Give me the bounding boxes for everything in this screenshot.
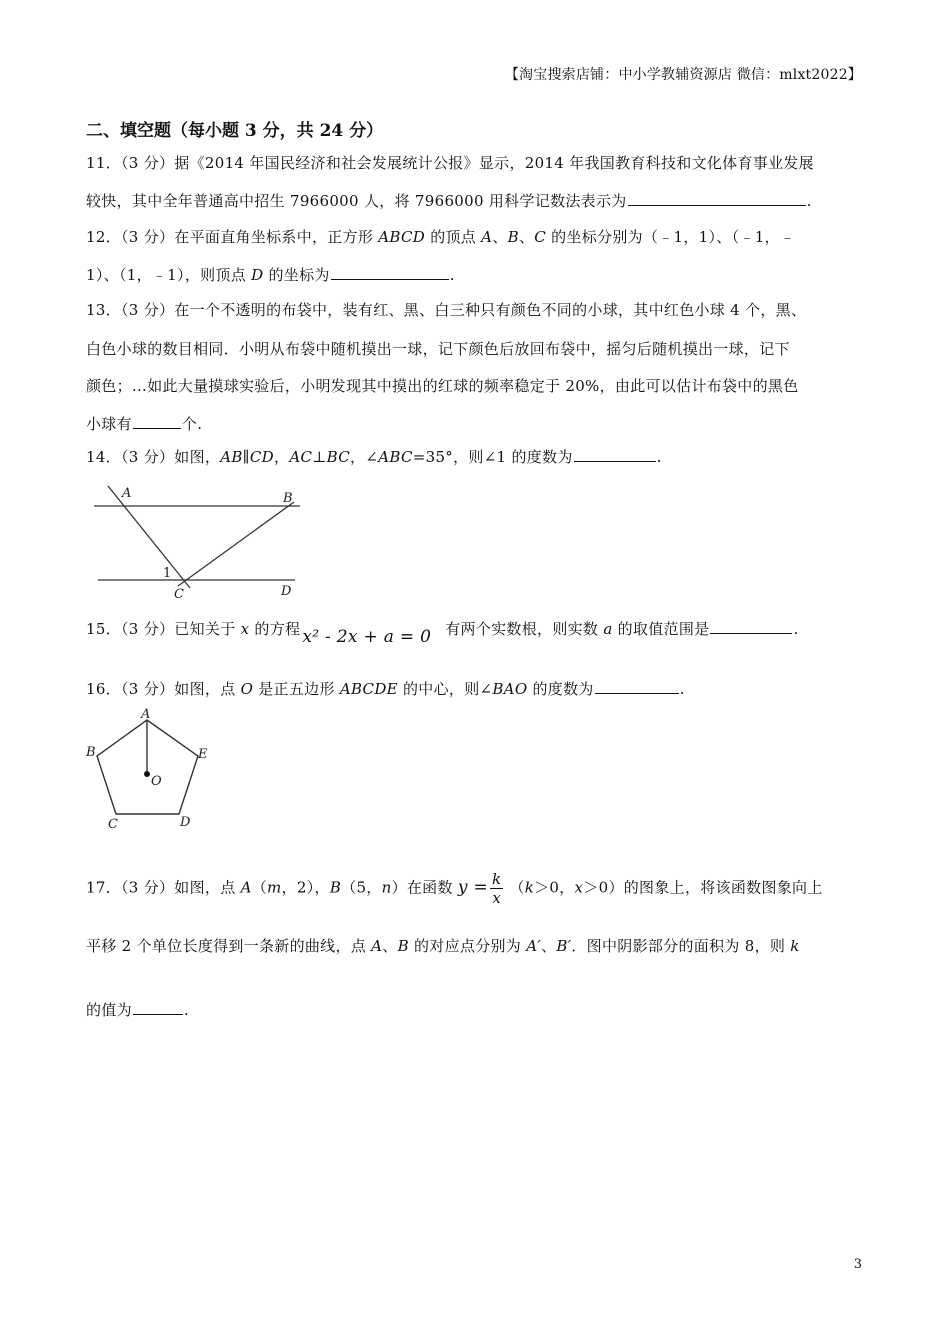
label-c: C: [174, 587, 184, 600]
q17-fraction: $\frac{k}{x}$: [492, 870, 502, 907]
section-title: 二、填空题（每小题 3 分，共 24 分）: [86, 121, 384, 141]
label-d: D: [180, 815, 191, 830]
label-e: E: [198, 747, 208, 762]
label-b: B: [86, 745, 96, 760]
q11-line-2: 较快，其中全年普通高中招生 7966000 人，将 7966000 用科学记数法表示为 .: [86, 192, 812, 210]
q13-line-1: 13．（3 分）在一个不透明的布袋中，装有红、黑、白三种只有颜色不同的小球，其中红色小球 4 个，黑、: [86, 301, 807, 319]
q17-answer-blank[interactable]: [133, 999, 183, 1015]
q17-line-3: 的值为 .: [86, 1001, 189, 1019]
label-a: A: [141, 707, 151, 722]
q15-answer-blank[interactable]: [710, 618, 792, 634]
q13-answer-blank[interactable]: [133, 413, 181, 429]
q17-line-2: 平移 2 个单位长度得到一条新的曲线，点 A、B 的对应点分别为 A′、B′．图中阴影部分的面积为 8，则 k: [86, 937, 800, 955]
q13-line-3: 颜色；…如此大量摸球实验后，小明发现其中摸出的红球的频率稳定于 20%，由此可以估计布袋中的黑色: [86, 377, 799, 395]
q12-line-1: 12．（3 分）在平面直角坐标系中，正方形 ABCD 的顶点 A、B、C 的坐标分别为（﹣1，1）、（﹣1，﹣: [86, 228, 796, 246]
q16-line: 16．（3 分）如图，点 O 是正五边形 ABCDE 的中心，则∠BAO 的度数为 .: [86, 680, 685, 698]
label-angle-1: 1: [163, 566, 172, 581]
page-number: 3: [853, 1257, 862, 1272]
segment-bc: [178, 502, 294, 586]
q12-line-2: 1）、（1，﹣1），则顶点 D 的坐标为 .: [86, 266, 455, 284]
center-point-o: [144, 771, 150, 777]
q11-answer-blank[interactable]: [628, 190, 806, 206]
q15-line: 15．（3 分）已知关于 x 的方程 x² - 2x + a = 0 有两个实数根，则实数 a 的取值范围是 .: [86, 620, 799, 647]
q14-figure: [90, 482, 305, 600]
q15-equation: x² - 2x + a = 0: [302, 627, 432, 647]
q17-line-1: 17．（3 分）如图，点 A（m，2），B（5，n）在函数 y = $\frac{k}{x}$ （k＞0，x＞0）的图象上，将该函数图象向上: [86, 870, 823, 907]
q11-line-1: 11．（3 分）据《2014 年国民经济和社会发展统计公报》显示，2014 年我国教育科技和文化体育事业发展: [86, 154, 814, 172]
q13-line-2: 白色小球的数目相同．小明从布袋中随机摸出一球，记下颜色后放回布袋中，摇匀后随机摸出一球，记下: [86, 340, 790, 358]
label-c: C: [108, 817, 118, 832]
q12-answer-blank[interactable]: [331, 264, 449, 280]
label-d: D: [281, 584, 292, 599]
q11-text: 较快，其中全年普通高中招生 7966000 人，将 7966000 用科学记数法表示为: [86, 192, 627, 210]
q14-line: 14．（3 分）如图，AB∥CD，AC⊥BC，∠ABC=35°，则∠1 的度数为 .: [86, 448, 662, 466]
page-header: 【淘宝搜索店铺：中小学教辅资源店 微信：mlxt2022】: [504, 67, 862, 83]
q16-answer-blank[interactable]: [595, 678, 679, 694]
q14-answer-blank[interactable]: [574, 446, 656, 462]
label-a: A: [122, 486, 132, 501]
segment-ac: [108, 486, 190, 588]
label-o: O: [151, 774, 162, 789]
q16-figure: [84, 704, 224, 834]
q13-line-4: 小球有 个.: [86, 415, 203, 433]
label-b: B: [283, 491, 293, 506]
